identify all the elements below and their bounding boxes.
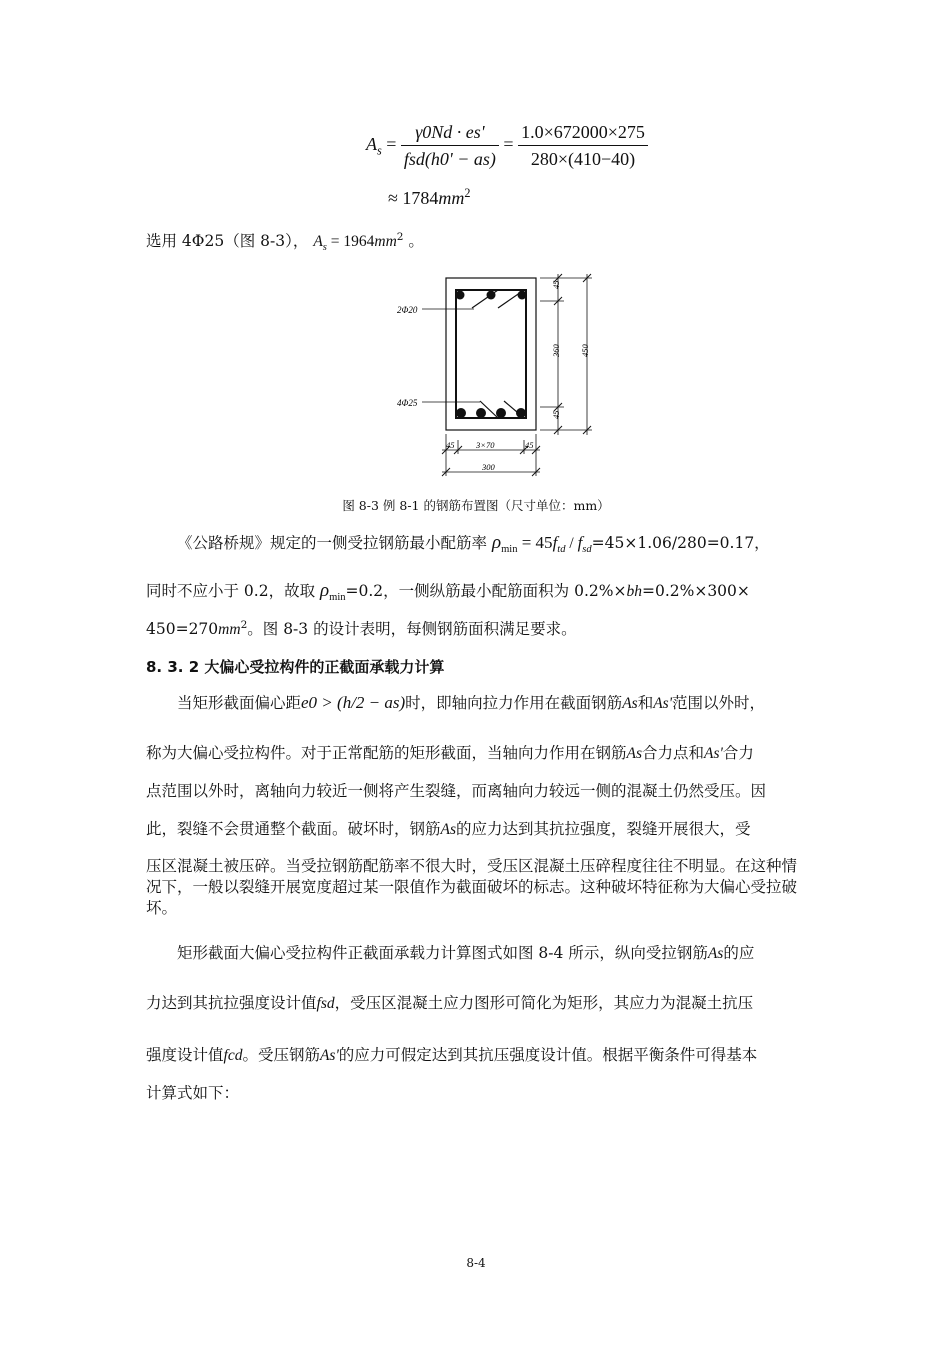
top-rebar-bar [487, 291, 496, 300]
bottom-rebar-label: 4Φ25 [397, 398, 418, 408]
dim-cover-top: 45 [551, 280, 561, 289]
para1-line2: 同时不应小于 0.2，故取 $\rho_{min}=0.2$，一侧纵筋最小配筋面积为 0.2%×bh=0.2%×300× [146, 580, 750, 604]
bottom-rebar-bar [456, 408, 466, 418]
formula-symbolic-fraction: $\frac{\gamma 0Nd \cdot es'}{\text{fsd(h0' − as)}}$ [401, 122, 499, 170]
formula-numeric-fraction: $\frac{1.0\times 672000\times 275}{280\times(410-40)}$ [518, 122, 648, 170]
para2-tail: 压区混凝土被压碎。当受拉钢筋配筋率不很大时，受压区混凝土压碎程度往往不明显。在这种情况下，一般以裂缝开展宽度超过某一限值作为截面破坏的标志。这种破坏特征称为大偏心受拉破坏。 [146, 857, 798, 917]
top-rebar-bar [518, 291, 527, 300]
dim-inner: 360 [551, 344, 561, 357]
dim-cover-bottom: 45 [551, 410, 561, 419]
dim-left: 45 [446, 440, 455, 450]
section-title: 8. 3. 2 大偏心受拉构件的正截面承载力计算 [146, 658, 445, 676]
para3-line3: 强度设计值fcd。受压钢筋As'的应力可假定达到其抗压强度设计值。根据平衡条件可得基本 [146, 1046, 758, 1064]
formula-block: $A_s$ = $\frac{\gamma 0Nd \cdot es'}{\text{fsd(h0' − as)}}$ = $\frac{1.0\times 672000\times 275}{280\times(410-40)}$ [366, 122, 648, 170]
para2-line4: 此，裂缝不会贯通整个截面。破坏时，钢筋As的应力达到其抗拉强度，裂缝开展很大，受 [146, 820, 751, 838]
para2-line1: 当矩形截面偏心距e0 > (h/2 − as)时，即轴向拉力作用在截面钢筋As和As'范围以外时， [177, 693, 766, 712]
bottom-rebar-bar [476, 408, 486, 418]
bottom-rebar-bar [516, 408, 526, 418]
para3-line4: 计算式如下： [146, 1084, 240, 1102]
figure-caption: 图 8-3 例 8-1 的钢筋布置图（尺寸单位：mm） [342, 498, 610, 513]
top-rebar-bar [456, 291, 465, 300]
formula-lhs: A [366, 134, 377, 155]
para1-line1: 《公路桥规》规定的一侧受拉钢筋最小配筋率 $\rho_{min} = 45f_{td} / f_{sd}=45\times 1.06/280=0.17$， [177, 532, 770, 556]
dim-total: 450 [580, 344, 590, 357]
top-rebar-label: 2Φ20 [397, 305, 418, 315]
para3-line2: 力达到其抗拉强度设计值fsd，受压区混凝土应力图形可简化为矩形，其应力为混凝土抗压 [146, 994, 754, 1012]
dim-spacing: 3×70 [476, 440, 495, 450]
para3-line1: 矩形截面大偏心受拉构件正截面承载力计算图式如图 8-4 所示，纵向受拉钢筋As的应 [177, 944, 755, 962]
section-outline [446, 278, 536, 430]
dim-right: 45 [525, 440, 534, 450]
rebar-selection-line: 选用 4Φ25（图 8-3）， $A_s = 1964mm^2$ 。 [146, 230, 424, 254]
page-number: 8-4 [466, 1256, 486, 1270]
figure-rebar-layout [380, 268, 620, 488]
para2-line2: 称为大偏心受拉构件。对于正常配筋的矩形截面，当轴向力作用在钢筋As合力点和As'合力 [146, 744, 754, 762]
bottom-rebar-bar [496, 408, 506, 418]
formula-approx: ≈ $1784mm^2$ [388, 186, 471, 208]
rebar-symbol: Φ [191, 232, 205, 250]
para2-line3: 点范围以外时，离轴向力较近一侧将产生裂缝，而离轴向力较远一侧的混凝土仍然受压。因 [146, 782, 767, 800]
dim-width: 300 [482, 462, 495, 472]
para1-line3: $450=270mm^2$。图 8-3 的设计表明，每侧钢筋面积满足要求。 [146, 618, 577, 638]
